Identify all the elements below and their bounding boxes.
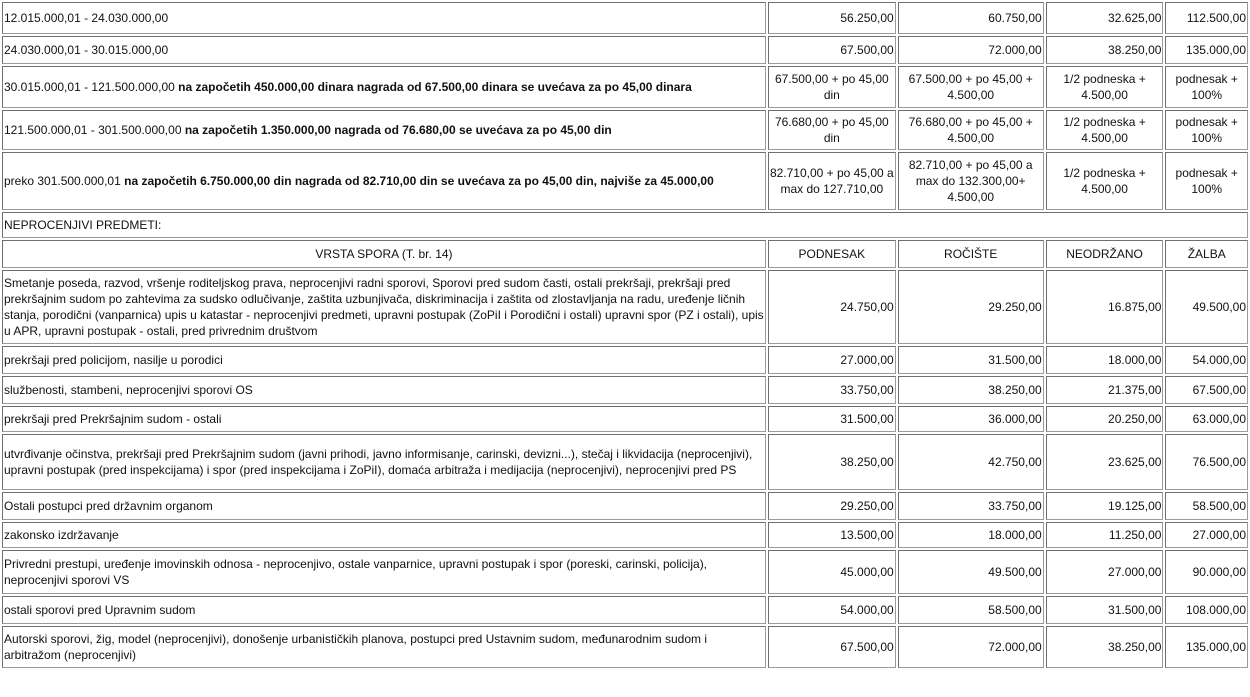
neodrzano-value: 32.625,00 [1046, 2, 1164, 34]
header-neodrzano: NEODRŽANO [1046, 240, 1164, 268]
value-range-note: na započetih 6.750.000,00 din nagrada od 82.710,00 din se uvećava za po 45,00 din, najviše za 45.000,00 [124, 174, 714, 188]
header-rociste: ROČIŠTE [898, 240, 1044, 268]
rociste-value: 33.750,00 [898, 492, 1044, 520]
zalba-value: podnesak + 100% [1165, 66, 1248, 108]
rociste-value: 36.000,00 [898, 406, 1044, 432]
table-row [2, 626, 1248, 668]
table-row [2, 492, 1248, 520]
podnesak-value: 67.500,00 [768, 626, 896, 668]
value-range: 30.015.000,01 - 121.500.000,00 [4, 80, 175, 94]
neodrzano-value: 31.500,00 [1046, 596, 1164, 624]
dispute-type: službenosti, stambeni, neprocenjivi sporovi OS [2, 376, 766, 404]
neodrzano-value: 38.250,00 [1046, 36, 1164, 64]
dispute-type: Smetanje poseda, razvod, vršenje roditeljskog prava, neprocenjivi radni sporovi, Sporovi pred sudom časti, ostali prekršaji, prekršaji pred prekršajnim sudom po zahtevima za sudsko odlučivanje, zaštita uzbunjivača, diskriminacija i zaštita od zlostavljanja na radu, uređenje ličnih stanja, porodični (vanparnica) upis u katastar - neprocenjivi predmeti, upravni postupak (ZoPiI i Porodični i ostali) upravni spor (PZ i ostali), upis u APR, upravni postupak - ostali, pred privrednim društvom [2, 270, 766, 344]
podnesak-value: 67.500,00 [768, 36, 896, 64]
rociste-value: 42.750,00 [898, 434, 1044, 490]
table-row [2, 346, 1248, 374]
neodrzano-value: 27.000,00 [1046, 550, 1164, 594]
rociste-value: 72.000,00 [898, 626, 1044, 668]
podnesak-value: 67.500,00 + po 45,00 din [768, 66, 896, 108]
value-range-cell [2, 152, 766, 210]
value-range: preko 301.500.000,01 [4, 174, 121, 188]
zalba-value: 54.000,00 [1165, 346, 1248, 374]
header-zalba: ŽALBA [1165, 240, 1248, 268]
zalba-value: podnesak + 100% [1165, 110, 1248, 150]
neodrzano-value: 21.375,00 [1046, 376, 1164, 404]
zalba-value: 76.500,00 [1165, 434, 1248, 490]
podnesak-value: 29.250,00 [768, 492, 896, 520]
zalba-value: podnesak + 100% [1165, 152, 1248, 210]
dispute-type: Privredni prestupi, uređenje imovinskih odnosa - neprocenjivo, ostale vanparnice, upravni postupak i spor (poreski, carinski, policija), neprocenjivi sporovi VS [2, 550, 766, 594]
podnesak-value: 31.500,00 [768, 406, 896, 432]
podnesak-value: 76.680,00 + po 45,00 din [768, 110, 896, 150]
table-row [2, 522, 1248, 548]
neodrzano-value: 11.250,00 [1046, 522, 1164, 548]
section-title: NEPROCENJIVI PREDMETI: [2, 212, 1248, 238]
neodrzano-value: 1/2 podneska + 4.500,00 [1046, 66, 1164, 108]
rociste-value: 67.500,00 + po 45,00 + 4.500,00 [898, 66, 1044, 108]
rociste-value: 49.500,00 [898, 550, 1044, 594]
podnesak-value: 82.710,00 + po 45,00 a max do 127.710,00 [768, 152, 896, 210]
value-range-cell [2, 110, 766, 150]
podnesak-value: 24.750,00 [768, 270, 896, 344]
rociste-value: 82.710,00 + po 45,00 a max do 132.300,00+ 4.500,00 [898, 152, 1044, 210]
podnesak-value: 45.000,00 [768, 550, 896, 594]
value-range-row [2, 36, 1248, 64]
value-range-note: na započetih 1.350.000,00 nagrada od 76.680,00 se uvećava za po 45,00 din [184, 123, 612, 137]
podnesak-value: 54.000,00 [768, 596, 896, 624]
value-range-row [2, 152, 1248, 210]
rociste-value: 72.000,00 [898, 36, 1044, 64]
zalba-value: 90.000,00 [1165, 550, 1248, 594]
value-range: 12.015.000,01 - 24.030.000,00 [4, 11, 169, 25]
rociste-value: 58.500,00 [898, 596, 1044, 624]
zalba-value: 112.500,00 [1165, 2, 1248, 34]
podnesak-value: 33.750,00 [768, 376, 896, 404]
rociste-value: 76.680,00 + po 45,00 + 4.500,00 [898, 110, 1044, 150]
value-range: 121.500.000,01 - 301.500.000,00 [4, 123, 182, 137]
neodrzano-value: 18.000,00 [1046, 346, 1164, 374]
neodrzano-value: 23.625,00 [1046, 434, 1164, 490]
table-header-row [2, 240, 1248, 268]
table-row [2, 434, 1248, 490]
dispute-type: Autorski sporovi, žig, model (neprocenjivi), donošenje urbanističkih planova, postupci pred Ustavnim sudom, međunarodnim sudom i arbitražom (neprocenjivi) [2, 626, 766, 668]
rociste-value: 38.250,00 [898, 376, 1044, 404]
neodrzano-value: 1/2 podneska + 4.500,00 [1046, 152, 1164, 210]
table-row [2, 550, 1248, 594]
dispute-type: ostali sporovi pred Upravnim sudom [2, 596, 766, 624]
podnesak-value: 38.250,00 [768, 434, 896, 490]
dispute-type: utvrđivanje očinstva, prekršaji pred Prekršajnim sudom (javni prihodi, javno informisanje, carinski, devizni...), stečaj i likvidacija (neprocenjivi), upravni postupak (pred inspekcijama) i spor (pred inspekcijama i ZoPiI), domaća arbitraža i medijacija (neprocenjivi), neprocenjivi pred PS [2, 434, 766, 490]
dispute-type: zakonsko izdržavanje [2, 522, 766, 548]
zalba-value: 108.000,00 [1165, 596, 1248, 624]
zalba-value: 49.500,00 [1165, 270, 1248, 344]
table-row [2, 596, 1248, 624]
zalba-value: 63.000,00 [1165, 406, 1248, 432]
neodrzano-value: 19.125,00 [1046, 492, 1164, 520]
zalba-value: 27.000,00 [1165, 522, 1248, 548]
value-range-cell [2, 2, 766, 34]
zalba-value: 135.000,00 [1165, 626, 1248, 668]
tariff-table-body [2, 2, 1248, 668]
rociste-value: 18.000,00 [898, 522, 1044, 548]
dispute-type: prekršaji pred policijom, nasilje u porodici [2, 346, 766, 374]
section-title-row [2, 212, 1248, 238]
neodrzano-value: 20.250,00 [1046, 406, 1164, 432]
zalba-value: 135.000,00 [1165, 36, 1248, 64]
dispute-type: Ostali postupci pred državnim organom [2, 492, 766, 520]
value-range-row [2, 66, 1248, 108]
neodrzano-value: 1/2 podneska + 4.500,00 [1046, 110, 1164, 150]
table-row [2, 270, 1248, 344]
value-range-cell [2, 36, 766, 64]
value-range-row [2, 2, 1248, 34]
value-range-cell [2, 66, 766, 108]
value-range-note: na započetih 450.000,00 dinara nagrada od 67.500,00 dinara se uvećava za po 45,00 dinara [178, 80, 692, 94]
neodrzano-value: 16.875,00 [1046, 270, 1164, 344]
dispute-type: prekršaji pred Prekršajnim sudom - ostali [2, 406, 766, 432]
podnesak-value: 13.500,00 [768, 522, 896, 548]
rociste-value: 60.750,00 [898, 2, 1044, 34]
podnesak-value: 56.250,00 [768, 2, 896, 34]
header-podnesak: PODNESAK [768, 240, 896, 268]
rociste-value: 31.500,00 [898, 346, 1044, 374]
value-range-row [2, 110, 1248, 150]
podnesak-value: 27.000,00 [768, 346, 896, 374]
header-vrsta-spora: VRSTA SPORA (T. br. 14) [2, 240, 766, 268]
table-row [2, 376, 1248, 404]
table-row [2, 406, 1248, 432]
zalba-value: 58.500,00 [1165, 492, 1248, 520]
value-range: 24.030.000,01 - 30.015.000,00 [4, 43, 169, 57]
neodrzano-value: 38.250,00 [1046, 626, 1164, 668]
rociste-value: 29.250,00 [898, 270, 1044, 344]
zalba-value: 67.500,00 [1165, 376, 1248, 404]
